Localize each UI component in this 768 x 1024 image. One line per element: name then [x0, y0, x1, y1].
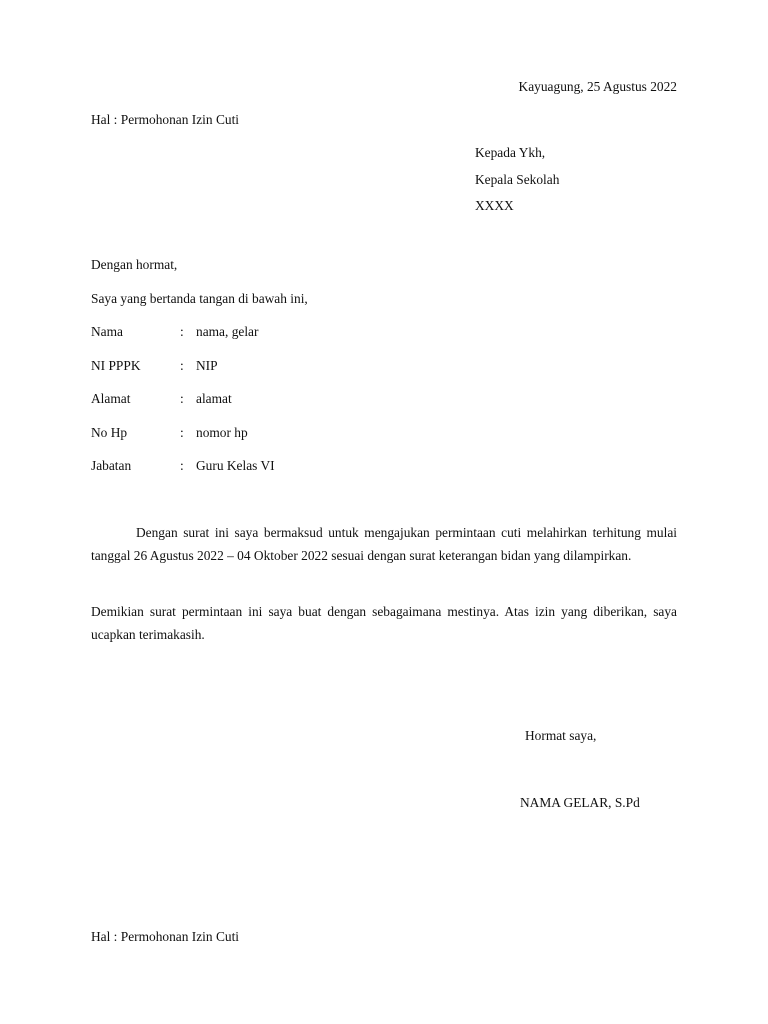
body-paragraph-request: Dengan surat ini saya bermaksud untuk mengajukan permintaan cuti melahirkan terhitung mulai tanggal 26 Agustus 2022 – 04 Oktober 2022 sesuai dengan surat keterangan bidan yang dilampirkan.: [91, 525, 677, 563]
identity-colon: :: [180, 391, 184, 406]
letter-subject: Hal : Permohonan Izin Cuti: [91, 112, 240, 127]
identity-label: Jabatan: [91, 458, 132, 473]
identity-value: Guru Kelas VI: [196, 458, 275, 473]
intro-sentence: Saya yang bertanda tangan di bawah ini,: [91, 291, 308, 306]
identity-colon: :: [180, 425, 184, 440]
identity-value: alamat: [196, 391, 232, 406]
identity-label: Alamat: [91, 391, 131, 406]
recipient-line-3: XXXX: [475, 198, 514, 213]
greeting: Dengan hormat,: [91, 257, 178, 272]
identity-label: No Hp: [91, 425, 128, 440]
identity-value: nomor hp: [196, 425, 248, 440]
identity-value: NIP: [196, 358, 218, 373]
next-page-subject: Hal : Permohonan Izin Cuti: [91, 929, 240, 944]
identity-colon: :: [180, 324, 184, 339]
identity-colon: :: [180, 458, 184, 473]
body-paragraph-closing: Demikian surat permintaan ini saya buat dengan sebagaimana mestinya. Atas izin yang diberikan, saya ucapkan terimakasih.: [91, 604, 677, 642]
identity-colon: :: [180, 358, 184, 373]
recipient-line-2: Kepala Sekolah: [475, 172, 560, 187]
identity-label: Nama: [91, 324, 123, 339]
identity-label: NI PPPK: [91, 358, 141, 373]
closing-salutation: Hormat saya,: [525, 728, 597, 743]
place-date: Kayuagung, 25 Agustus 2022: [518, 79, 677, 94]
recipient-line-1: Kepada Ykh,: [475, 145, 546, 160]
identity-value: nama, gelar: [196, 324, 259, 339]
signer-name: NAMA GELAR, S.Pd: [520, 795, 640, 810]
